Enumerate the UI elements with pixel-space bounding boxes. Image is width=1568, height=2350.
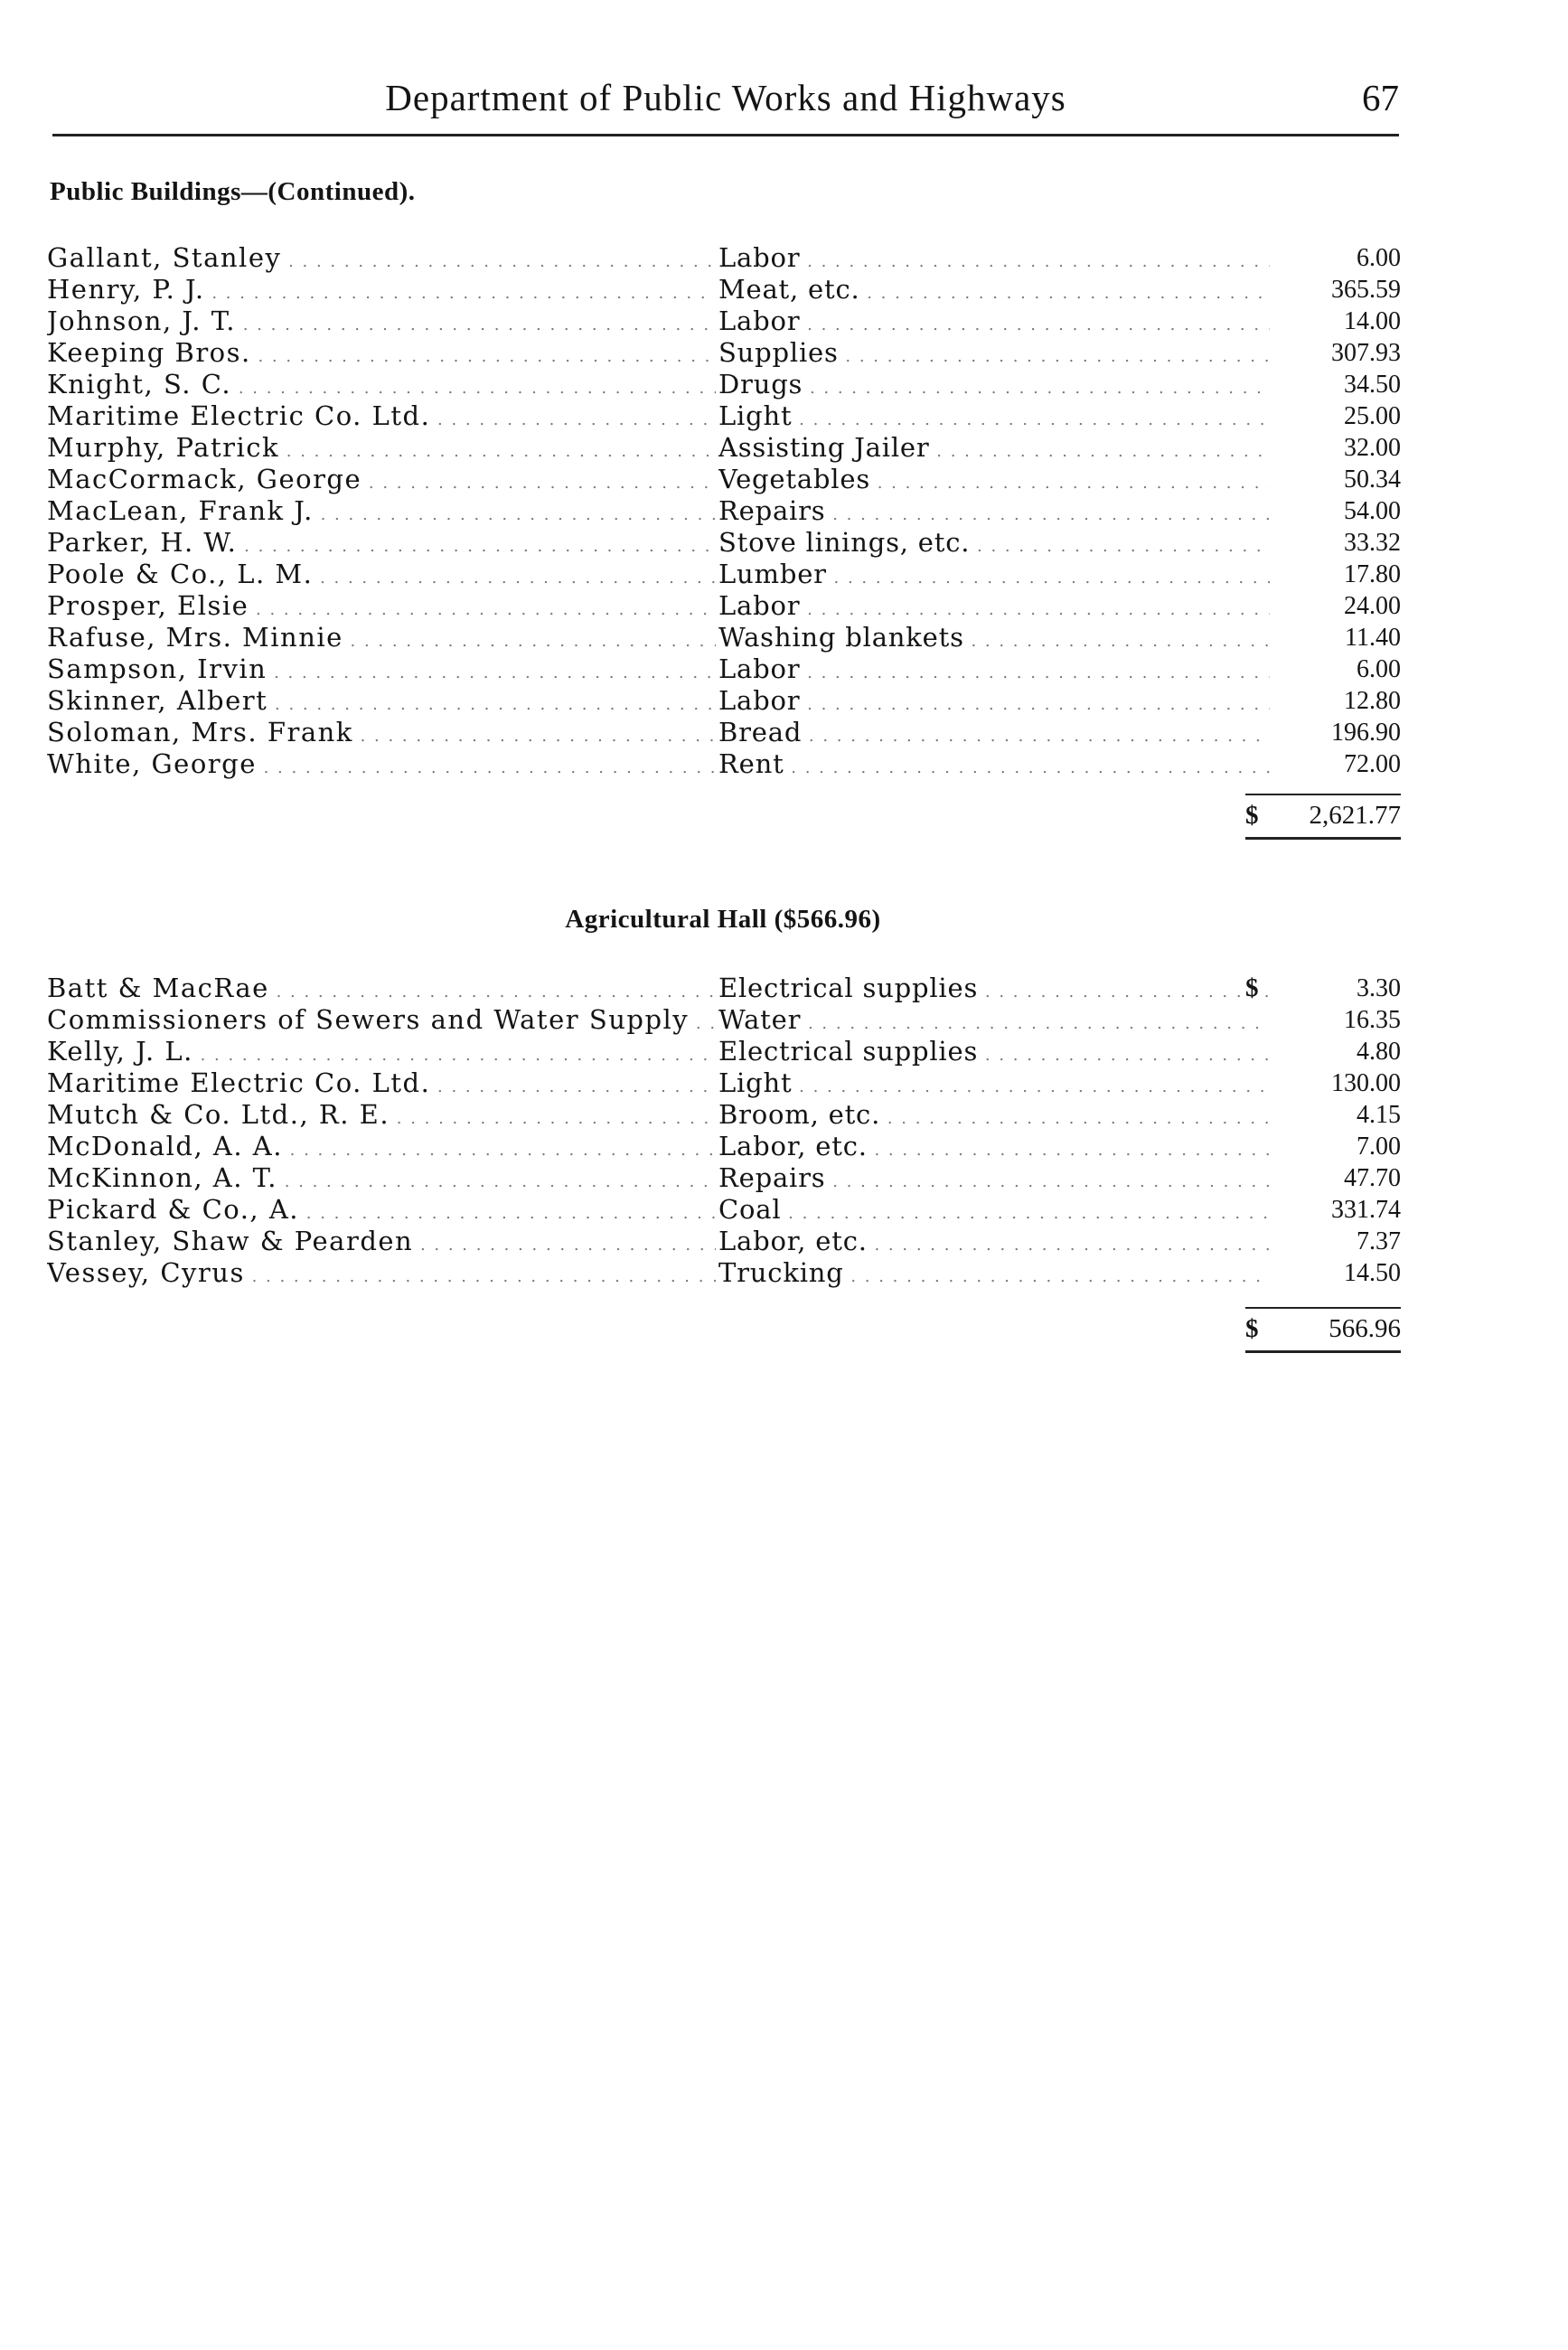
amount: 14.50 — [1344, 1259, 1401, 1287]
payee-name: Vessey, Cyrus . . . — [47, 1257, 716, 1292]
payee-name: McDonald, A. A. . . . — [47, 1131, 716, 1166]
section-heading-agricultural-hall: Agricultural Hall ($566.96) — [565, 905, 881, 934]
amount: 32.00 — [1344, 434, 1401, 462]
expense-item: Labor . . . — [718, 306, 1270, 341]
expense-item: Light . . . — [718, 1067, 1270, 1103]
amount: 307.93 — [1331, 339, 1401, 367]
amount: 34.50 — [1344, 371, 1401, 399]
payee-name: Maritime Electric Co. Ltd. . . . — [47, 1067, 716, 1103]
total-agricultural-hall — [1245, 1307, 1401, 1353]
payee-name: Pickard & Co., A. . . . — [47, 1194, 716, 1229]
amount: 54.00 — [1344, 497, 1401, 525]
ledger-row — [47, 973, 1401, 1004]
payee-name: MacLean, Frank J. . . . — [47, 495, 716, 531]
amount: 4.15 — [1357, 1101, 1401, 1129]
payee-name: Rafuse, Mrs. Minnie . . . — [47, 622, 716, 657]
expense-item: Light . . . — [718, 400, 1270, 436]
expense-item: Labor . . . — [718, 685, 1270, 720]
ledger-row — [47, 1257, 1401, 1289]
ledger-row — [47, 748, 1401, 780]
amount: 6.00 — [1357, 244, 1401, 272]
expense-item: Stove linings, etc. . . . — [718, 527, 1270, 562]
amount: 25.00 — [1344, 402, 1401, 430]
payee-name: Prosper, Elsie . . . — [47, 590, 716, 625]
expense-item: Meat, etc. . . . — [718, 274, 1270, 309]
currency-sign: $ — [1245, 973, 1259, 1002]
payee-name: White, George . . . — [47, 748, 716, 784]
expense-item: Rent . . . — [718, 748, 1270, 784]
header-rule — [52, 134, 1399, 136]
payee-name: Knight, S. C. . . . — [47, 369, 716, 404]
amount: 72.00 — [1344, 750, 1401, 778]
payee-name: Soloman, Mrs. Frank . . . — [47, 717, 716, 752]
expense-item: Labor, etc. . . . — [718, 1226, 1270, 1261]
expense-item: Coal . . . — [718, 1194, 1270, 1229]
expense-item: Labor . . . — [718, 653, 1270, 689]
payee-name: Mutch & Co. Ltd., R. E. . . . — [47, 1099, 716, 1134]
expense-item: Drugs . . . — [718, 369, 1270, 404]
payee-name: Parker, H. W. . . . — [47, 527, 716, 562]
payee-name: Commissioners of Sewers and Water Supply . . . — [47, 1004, 716, 1039]
ledger-row — [47, 495, 1401, 527]
expense-item: Lumber . . . — [718, 559, 1270, 594]
expense-item: Broom, etc. . . . — [718, 1099, 1270, 1134]
total-currency: $ — [1245, 1314, 1259, 1343]
payee-name: Sampson, Irvin . . . — [47, 653, 716, 689]
page-title: Department of Public Works and Highways — [385, 77, 1066, 118]
ledger-row — [47, 1004, 1401, 1036]
ledger-row — [47, 1036, 1401, 1067]
payee-name: Batt & MacRae . . . — [47, 973, 716, 1008]
total-public-buildings — [1245, 794, 1401, 840]
ledger-row — [47, 1131, 1401, 1162]
amount: 47.70 — [1344, 1164, 1401, 1192]
section-heading-public-buildings: Public Buildings—(Continued). — [50, 177, 416, 206]
ledger-row — [47, 306, 1401, 337]
amount: 12.80 — [1344, 687, 1401, 715]
payee-name: Murphy, Patrick . . . — [47, 432, 716, 467]
expense-item: Electrical supplies . . . — [718, 973, 1270, 1008]
expense-item: Washing blankets . . . — [718, 622, 1270, 657]
ledger-row — [47, 717, 1401, 748]
ledger-row — [47, 590, 1401, 622]
amount: 365.59 — [1331, 276, 1401, 304]
payee-name: Stanley, Shaw & Pearden . . . — [47, 1226, 716, 1261]
payee-name: Keeping Bros. . . . — [47, 337, 716, 372]
expense-item: Trucking . . . — [718, 1257, 1270, 1292]
amount: 7.00 — [1357, 1133, 1401, 1161]
payee-name: Skinner, Albert . . . — [47, 685, 716, 720]
amount: 196.90 — [1331, 719, 1401, 747]
amount: 17.80 — [1344, 560, 1401, 588]
payee-name: Poole & Co., L. M. . . . — [47, 559, 716, 594]
ledger-row — [47, 1226, 1401, 1257]
amount: 33.32 — [1344, 529, 1401, 557]
expense-item: Vegetables . . . — [718, 464, 1270, 499]
ledger-row — [47, 274, 1401, 306]
ledger-row — [47, 369, 1401, 400]
page-header — [52, 70, 1399, 134]
amount: 331.74 — [1331, 1196, 1401, 1224]
expense-item: Supplies . . . — [718, 337, 1270, 372]
expense-item: Electrical supplies . . . — [718, 1036, 1270, 1071]
payee-name: Henry, P. J. . . . — [47, 274, 716, 309]
total-rule-bottom — [1245, 1350, 1401, 1353]
ledger-row — [47, 1194, 1401, 1226]
ledger-row — [47, 242, 1401, 274]
expense-item: Assisting Jailer . . . — [718, 432, 1270, 467]
amount: 130.00 — [1331, 1069, 1401, 1097]
total-currency: $ — [1245, 801, 1259, 830]
expense-item: Repairs . . . — [718, 1162, 1270, 1198]
amount: 3.30 — [1357, 974, 1401, 1002]
total-rule-bottom — [1245, 837, 1401, 840]
ledger-row — [47, 622, 1401, 653]
expense-item: Labor . . . — [718, 590, 1270, 625]
ledger-row — [47, 1067, 1401, 1099]
ledger-row — [47, 685, 1401, 717]
payee-name: MacCormack, George . . . — [47, 464, 716, 499]
total-amount: 2,621.77 — [1309, 801, 1401, 830]
payee-name: Maritime Electric Co. Ltd. . . . — [47, 400, 716, 436]
ledger-row — [47, 527, 1401, 559]
ledger-row — [47, 653, 1401, 685]
ledger-row — [47, 337, 1401, 369]
amount: 7.37 — [1357, 1227, 1401, 1255]
expense-item: Water . . . — [718, 1004, 1270, 1039]
amount: 50.34 — [1344, 465, 1401, 494]
page-number: 67 — [1362, 77, 1399, 118]
expense-item: Labor . . . — [718, 242, 1270, 277]
ledger-row — [47, 559, 1401, 590]
total-line — [1245, 1309, 1401, 1350]
expense-item: Bread . . . — [718, 717, 1270, 752]
total-amount: 566.96 — [1329, 1314, 1401, 1343]
ledger-row — [47, 464, 1401, 495]
amount: 16.35 — [1344, 1006, 1401, 1034]
ledger-agricultural-hall — [47, 973, 1401, 1289]
payee-name: Kelly, J. L. . . . — [47, 1036, 716, 1071]
ledger-row — [47, 400, 1401, 432]
amount: 4.80 — [1357, 1038, 1401, 1066]
expense-item: Repairs . . . — [718, 495, 1270, 531]
ledger-row — [47, 432, 1401, 464]
amount: 24.00 — [1344, 592, 1401, 620]
amount: 6.00 — [1357, 655, 1401, 683]
expense-item: Labor, etc. . . . — [718, 1131, 1270, 1166]
payee-name: Johnson, J. T. . . . — [47, 306, 716, 341]
ledger-public-buildings — [47, 242, 1401, 780]
ledger-row — [47, 1162, 1401, 1194]
ledger-row — [47, 1099, 1401, 1131]
payee-name: McKinnon, A. T. . . . — [47, 1162, 716, 1198]
amount: 11.40 — [1345, 624, 1401, 652]
total-line — [1245, 795, 1401, 837]
payee-name: Gallant, Stanley . . . — [47, 242, 716, 277]
amount: 14.00 — [1344, 307, 1401, 335]
